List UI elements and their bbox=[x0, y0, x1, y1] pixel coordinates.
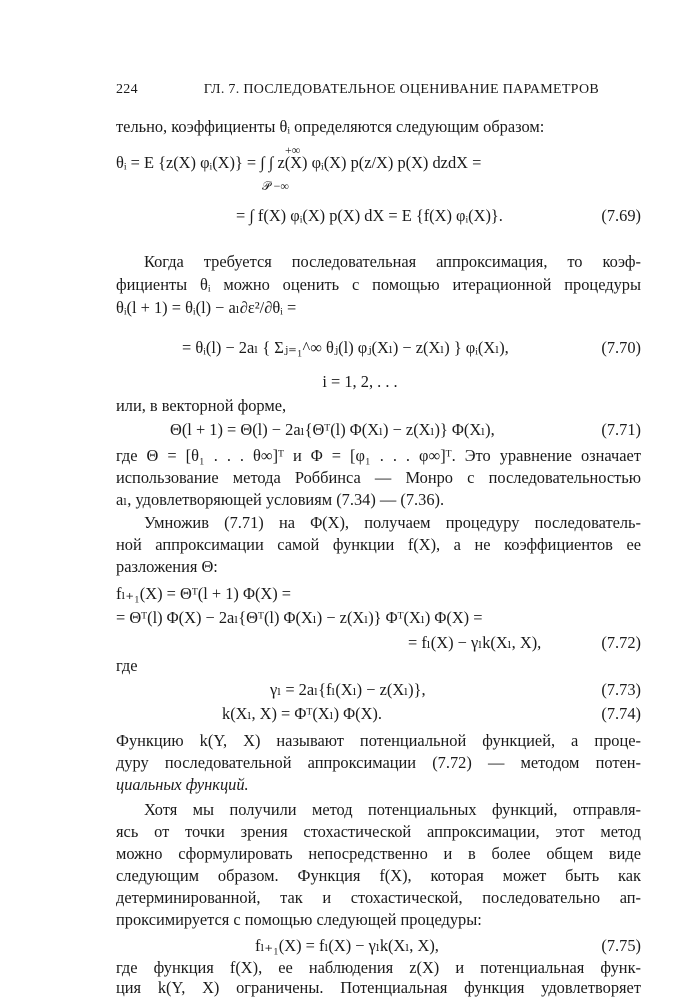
equation-7-72-line-2: = Θᵀ(l) Φ(X) − 2aₗ{Θᵀ(l) Φ(Xₗ) − z(Xₗ)} Φᵀ(Xₗ) Φ(X) = bbox=[116, 608, 483, 627]
equation-number: (7.73) bbox=[601, 680, 641, 699]
equation-number: (7.75) bbox=[601, 936, 641, 955]
equation-number: (7.72) bbox=[601, 633, 641, 652]
text-line: где функция f(X), ее наблюдения z(X) и потенциальная функ- bbox=[116, 958, 641, 977]
text-line: где bbox=[116, 656, 138, 675]
text-line: Функцию k(Y, X) называют потенциальной функцией, а проце- bbox=[116, 731, 641, 750]
text-line: использование метода Роббинса — Монро с последовательностью bbox=[116, 468, 641, 487]
text-line: где Θ = [θ₁ . . . θ∞]ᵀ и Φ = [φ₁ . . . φ∞]ᵀ. Это уравнение означает bbox=[116, 446, 641, 465]
equation-7-69-line-1: θᵢ = E {z(X) φᵢ(X)} = ∫ ∫ z(X) φᵢ(X) p(z/X) p(X) dzdX = bbox=[116, 153, 482, 172]
equation-body: = ∫ f(X) φᵢ(X) p(X) dX = E {f(X) φᵢ(X)}. bbox=[236, 206, 503, 225]
equation-7-71 bbox=[170, 420, 641, 440]
text-line: Умножив (7.71) на Φ(X), получаем процедуру последователь- bbox=[144, 513, 641, 532]
text-line: ция k(Y, X) ограничены. Потенциальная функция удовлетворяет bbox=[116, 978, 641, 997]
text-line: детерминированной, так и стохастической, последовательно ап- bbox=[116, 888, 641, 907]
equation-7-70-line-2 bbox=[182, 338, 641, 358]
text-line: тельно, коэффициенты θᵢ определяются следующим образом: bbox=[116, 117, 545, 136]
equation-body: k(Xₗ, X) = Φᵀ(Xₗ) Φ(X). bbox=[222, 704, 382, 723]
page-number: 224 bbox=[116, 82, 138, 97]
equation-body: fₗ₊₁(X) = fₗ(X) − γₗk(Xₗ, X), bbox=[255, 936, 439, 955]
equation-number: (7.70) bbox=[601, 338, 641, 357]
equation-body: Θ(l + 1) = Θ(l) − 2aₗ{Θᵀ(l) Φ(Xₗ) − z(Xₗ)} Φ(Xₗ), bbox=[170, 420, 495, 439]
text-line: ной аппроксимации самой функции f(X), а не коэффициентов ее bbox=[116, 535, 641, 554]
equation-7-69-line-2 bbox=[236, 206, 641, 226]
text-line: ясь от точки зрения стохастической аппроксимации, этот метод bbox=[116, 822, 641, 841]
text-line: Когда требуется последовательная аппроксимация, то коэф- bbox=[144, 252, 641, 271]
text-line: проксимируется с помощью следующей процедуры: bbox=[116, 910, 482, 929]
text-line: или, в векторной форме, bbox=[116, 396, 287, 415]
text-line: aₗ, удовлетворяющей условиям (7.34) — (7.36). bbox=[116, 490, 445, 509]
text-line: разложения Θ: bbox=[116, 557, 218, 576]
equation-7-70-line-1: θᵢ(l + 1) = θᵢ(l) − aₗ∂ε²/∂θᵢ = bbox=[116, 298, 297, 317]
index-range: i = 1, 2, . . . bbox=[322, 372, 398, 391]
text-line: Хотя мы получили метод потенциальных функций, отправля- bbox=[144, 800, 641, 819]
text-line: следующим образом. Функция f(X), которая может быть как bbox=[116, 866, 641, 885]
equation-number: (7.74) bbox=[601, 704, 641, 723]
text-line: фициенты θᵢ можно оценить с помощью итерационной процедуры bbox=[116, 275, 641, 294]
text-line: дуру последовательной аппроксимации (7.72) — методом потен- bbox=[116, 753, 641, 772]
equation-7-73 bbox=[270, 680, 641, 700]
integral-upper-limit: +∞ bbox=[285, 143, 301, 157]
equation-7-72-line-1: fₗ₊₁(X) = Θᵀ(l + 1) Φ(X) = bbox=[116, 584, 292, 603]
equation-number: (7.69) bbox=[601, 206, 641, 225]
equation-number: (7.71) bbox=[601, 420, 641, 439]
equation-body: = θᵢ(l) − 2aₗ { Σⱼ₌₁^∞ θⱼ(l) φⱼ(Xₗ) − z(Xₗ) } φᵢ(Xₗ), bbox=[182, 338, 509, 357]
running-title: ГЛ. 7. ПОСЛЕДОВАТЕЛЬНОЕ ОЦЕНИВАНИЕ ПАРАМЕТРОВ bbox=[203, 82, 599, 97]
equation-7-74 bbox=[222, 704, 641, 724]
equation-7-72-line-3 bbox=[408, 633, 641, 653]
equation-7-75 bbox=[255, 936, 641, 956]
integral-lower-limits: 𝒫 −∞ bbox=[262, 179, 289, 193]
equation-body: = fₗ(X) − γₗk(Xₗ, X), bbox=[408, 633, 542, 652]
equation-body: γₗ = 2aₗ{fₗ(Xₗ) − z(Xₗ)}, bbox=[270, 680, 426, 699]
text-line: можно сформулировать непосредственно и в более общем виде bbox=[116, 844, 641, 863]
text-line: циальных функций. bbox=[116, 775, 249, 794]
